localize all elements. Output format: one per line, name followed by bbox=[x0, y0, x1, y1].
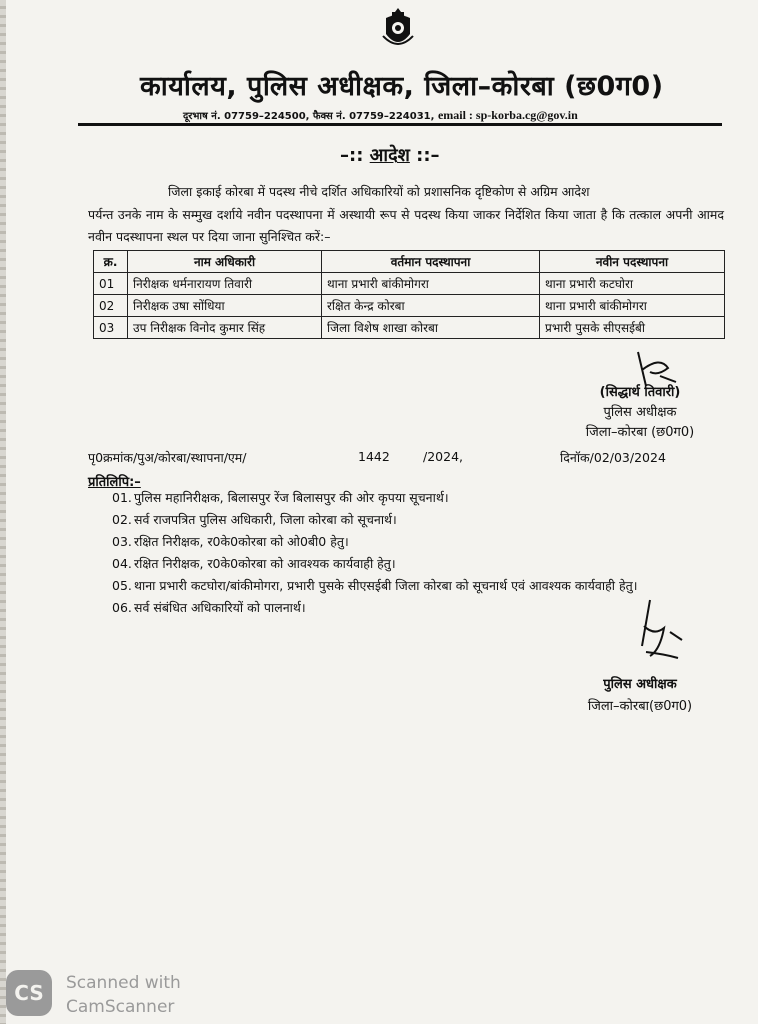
signatory-designation: पुलिस अधीक्षक bbox=[603, 405, 677, 420]
table-cell: प्रभारी पुसके सीएसईबी bbox=[540, 317, 725, 339]
table-cell: 02 bbox=[94, 295, 128, 317]
list-item-text: रक्षित निरीक्षक, र0के0कोरबा को आवश्यक कार्यवाही हेतु। bbox=[134, 556, 396, 571]
order-paragraph-rest: पर्यन्त उनके नाम के सम्मुख दर्शाये नवीन पदस्थापना में अस्थायी रूप से पदस्थ किया जाकर निर्देशित किया जाता है कि तत्काल अपनी आमद नवीन पदस्थापना स्थल पर दिया जाना सुनिश्चित करें:– bbox=[88, 206, 724, 244]
posting-table bbox=[93, 250, 725, 339]
table-cell: थाना प्रभारी कटघोरा bbox=[540, 273, 725, 295]
reference-year: /2024, bbox=[423, 449, 463, 464]
contact-phone: दूरभाष नं. 07759–224500, फैक्स नं. 07759–224031, bbox=[183, 111, 435, 122]
list-item-number: 04. bbox=[112, 556, 132, 571]
reference-number: 1442 bbox=[358, 449, 390, 464]
list-item bbox=[112, 509, 724, 531]
order-heading-left: –:: bbox=[340, 145, 370, 166]
table-cell: थाना प्रभारी बांकीमोगरा bbox=[540, 295, 725, 317]
list-item-text: थाना प्रभारी कटघोरा/बांकीमोगरा, प्रभारी पुसके सीएसईबी जिला कोरबा को सूचनार्थ एवं आवश्यक कार्यवाही हेतु। bbox=[134, 578, 638, 593]
police-emblem-icon bbox=[380, 6, 416, 52]
col-header-officer: नाम अधिकारी bbox=[128, 251, 322, 273]
list-item-text: पुलिस महानिरीक्षक, बिलासपुर रेंज बिलासपुर की ओर कृपया सूचनार्थ। bbox=[134, 490, 449, 505]
col-header-serial: क्र. bbox=[94, 251, 128, 273]
order-heading-word: आदेश bbox=[369, 145, 410, 166]
table-cell: निरीक्षक उषा सोंधिया bbox=[128, 295, 322, 317]
reference-prefix: पृ0क्रमांक/पुअ/कोरबा/स्थापना/एम/ bbox=[88, 450, 247, 465]
contact-email: email : sp-korba.cg@gov.in bbox=[437, 108, 578, 122]
table-row bbox=[94, 273, 725, 295]
reference-date: दिनॉक/02/03/2024 bbox=[560, 450, 666, 465]
table-cell: उप निरीक्षक विनोद कुमार सिंह bbox=[128, 317, 322, 339]
camscanner-logo-icon: CS bbox=[6, 970, 52, 1016]
watermark-line-2: CamScanner bbox=[66, 997, 175, 1017]
list-item bbox=[112, 487, 724, 509]
col-header-new: नवीन पदस्थापना bbox=[540, 251, 725, 273]
order-paragraph-first-line: जिला इकाई कोरबा में पदस्थ नीचे दर्शित अधिकारियों को प्रशासनिक दृष्टिकोण से अग्रिम आदेश bbox=[168, 184, 590, 199]
signatory-district: जिला–कोरबा(छ0ग0) bbox=[587, 699, 693, 714]
list-item-number: 02. bbox=[112, 512, 132, 527]
signatory-name: (सिद्धार्थ तिवारी) bbox=[599, 385, 681, 400]
signatory-district: जिला–कोरबा (छ0ग0) bbox=[585, 425, 695, 440]
signature-block-2 bbox=[560, 674, 720, 718]
list-item-text: रक्षित निरीक्षक, र0के0कोरबा को ओ0बी0 हेतु। bbox=[134, 534, 349, 549]
office-title: कार्यालय, पुलिस अधीक्षक, जिला–कोरबा (छ0ग0) bbox=[140, 71, 664, 102]
col-header-current: वर्तमान पदस्थापना bbox=[322, 251, 540, 273]
table-cell: 03 bbox=[94, 317, 128, 339]
table-cell: रक्षित केन्द्र कोरबा bbox=[322, 295, 540, 317]
signature-mark bbox=[620, 596, 690, 668]
table-cell: 01 bbox=[94, 273, 128, 295]
table-row bbox=[94, 317, 725, 339]
order-heading-right: ::– bbox=[409, 145, 440, 166]
list-item-number: 01. bbox=[112, 490, 132, 505]
watermark-line-1: Scanned with bbox=[66, 973, 181, 993]
table-cell: जिला विशेष शाखा कोरबा bbox=[322, 317, 540, 339]
list-item bbox=[112, 575, 724, 597]
signatory-designation: पुलिस अधीक्षक bbox=[603, 677, 677, 692]
copy-heading: प्रतिलिपि:– bbox=[88, 475, 141, 490]
table-row bbox=[94, 295, 725, 317]
list-item-number: 03. bbox=[112, 534, 132, 549]
list-item-text: सर्व संबंधित अधिकारियों को पालनार्थ। bbox=[134, 600, 306, 615]
camscanner-watermark bbox=[66, 971, 181, 1019]
list-item-number: 05. bbox=[112, 578, 132, 593]
order-paragraph bbox=[88, 181, 724, 249]
scan-edge bbox=[0, 0, 6, 1024]
list-item-number: 06. bbox=[112, 600, 132, 615]
signature-block-1 bbox=[540, 383, 740, 443]
list-item bbox=[112, 553, 724, 575]
list-item-text: सर्व राजपत्रित पुलिस अधिकारी, जिला कोरबा को सूचनार्थ। bbox=[134, 512, 397, 527]
table-cell: निरीक्षक धर्मनारायण तिवारी bbox=[128, 273, 322, 295]
list-item bbox=[112, 531, 724, 553]
order-heading bbox=[340, 143, 440, 167]
table-cell: थाना प्रभारी बांकीमोगरा bbox=[322, 273, 540, 295]
reference-line bbox=[88, 449, 724, 466]
header-rule bbox=[78, 123, 722, 126]
contact-line bbox=[183, 108, 578, 123]
table-header-row bbox=[94, 251, 725, 273]
